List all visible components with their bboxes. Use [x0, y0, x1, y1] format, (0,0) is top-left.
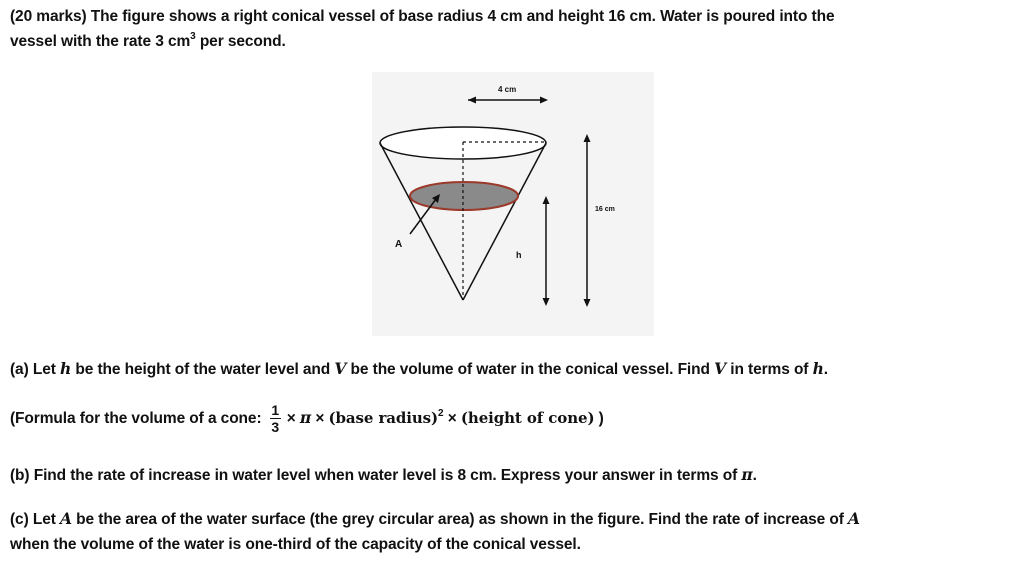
question-intro — [10, 4, 835, 54]
intro-line-1: (20 marks) The figure shows a right conical vessel of base radius 4 cm and height 16 cm. Water is poured into the — [10, 8, 835, 25]
part-b: (b) Find the rate of increase in water level when water level is 8 cm. Express your answer in terms of π. — [10, 465, 757, 484]
water-height-label: h — [516, 250, 522, 260]
part-c — [10, 506, 860, 557]
intro-line-2: vessel with the rate 3 $cm^3$ per second. — [10, 30, 286, 50]
cone-diagram — [372, 72, 654, 336]
part-a: (a) Let h be the height of the water level and V be the volume of water in the conical vessel. Find V in terms of h. — [10, 359, 828, 378]
radius-label: 4 cm — [498, 85, 517, 94]
area-label: A — [395, 239, 403, 250]
part-c-line-1: (c) Let A be the area of the water surface (the grey circular area) as shown in the figure. Find the rate of increase of A — [10, 509, 860, 528]
part-c-line-2: when the volume of the water is one-third of the capacity of the conical vessel. — [10, 536, 581, 553]
cone-volume-formula: (Formula for the volume of a cone: $\frac{1}{3}$ × π × (base radius)$^2$ × (height of cone) ) — [10, 402, 604, 436]
cone-figure — [372, 72, 654, 336]
one-third-fraction: $\frac{1}{3}$ — [271, 402, 280, 436]
water-surface — [410, 182, 518, 210]
cone-height-label: 16 cm — [595, 206, 615, 213]
